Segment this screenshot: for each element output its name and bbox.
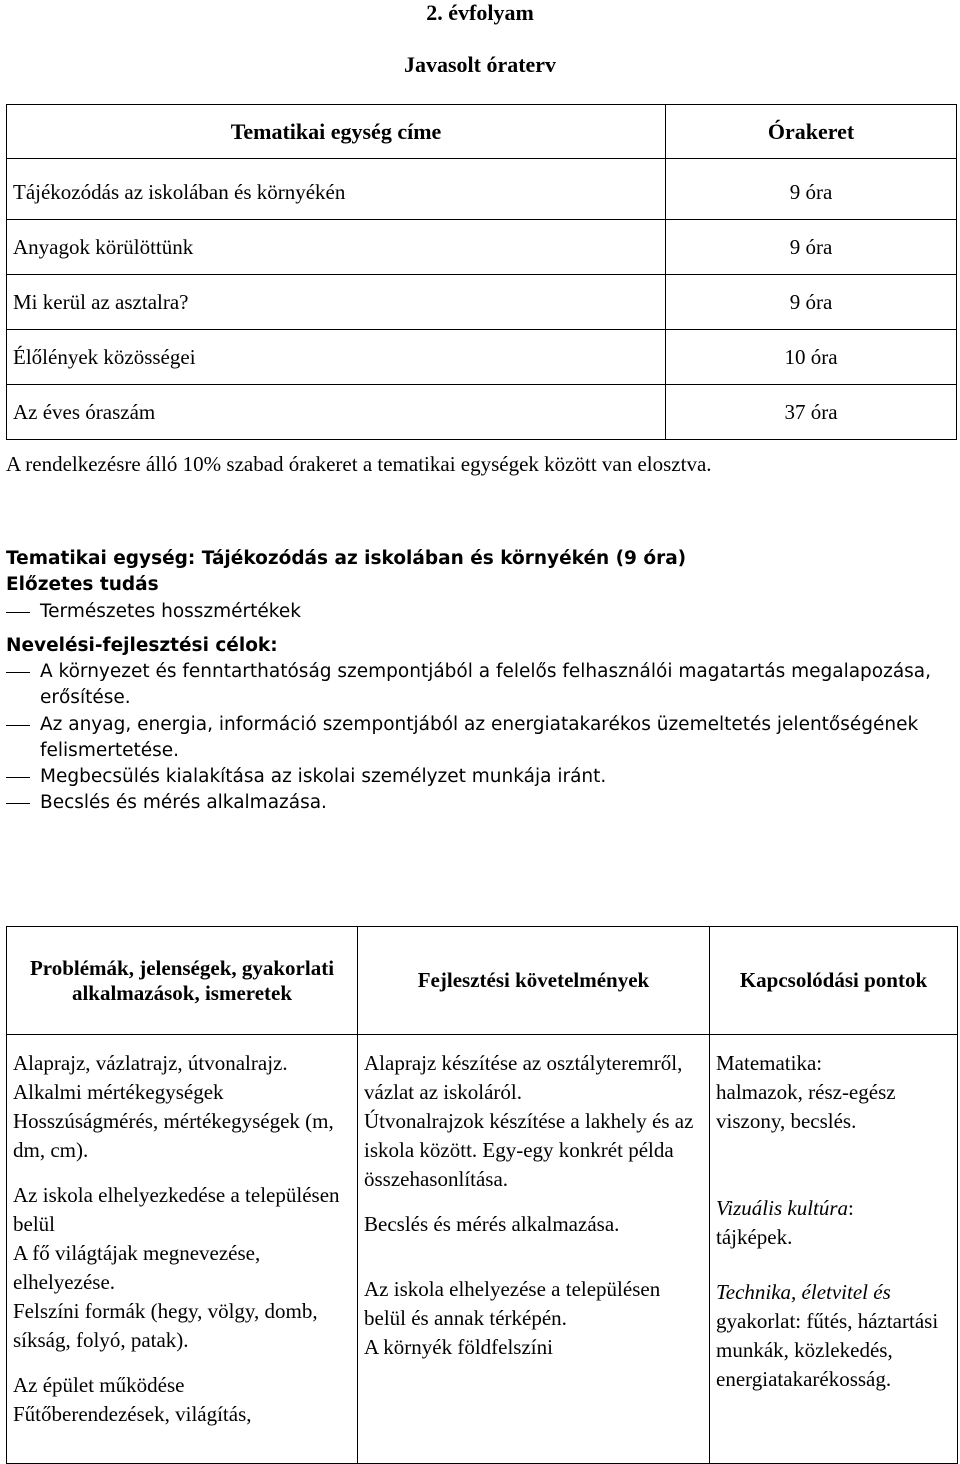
col-hours-header: Órakeret	[666, 105, 957, 159]
list-item-text: Természetes hosszmértékek	[40, 600, 301, 622]
allocation-note: A rendelkezésre álló 10% szabad órakeret a tematikai egységek között van elosztva.	[6, 452, 712, 476]
list-item-text: Megbecsülés kialakítása az iskolai személyzet munkája iránt.	[40, 766, 607, 788]
topic-cell: Tájékozódás az iskolában és környékén	[7, 159, 666, 220]
connections-cell	[710, 1035, 958, 1464]
col-problems-header: Problémák, jelenségek, gyakorlati alkalmazások, ismeretek	[7, 927, 358, 1035]
visual-label: Vizuális kultúra	[716, 1195, 849, 1220]
text-line: Becslés és mérés alkalmazása.	[364, 1211, 620, 1236]
hours-cell: 9 óra	[666, 220, 957, 275]
tech-text: gyakorlat: fűtés, háztartási munkák, közlekedés, energiatakarékosság.	[716, 1308, 939, 1391]
text-line: Alkalmi mértékegységek	[13, 1079, 224, 1104]
col-topic-header: Tematikai egység címe	[7, 105, 666, 159]
table-row	[7, 330, 957, 385]
text-line: Felszíni formák (hegy, völgy, domb, síkság, folyó, patak).	[13, 1298, 318, 1352]
topic-cell: Élőlények közösségei	[7, 330, 666, 385]
goals-table	[6, 926, 958, 1464]
plan-title: Javasolt óraterv	[403, 52, 557, 77]
text-line: Az iskola elhelyezkedése a településen belül	[13, 1182, 340, 1236]
goals-heading: Nevelési-fejlesztési célok:	[6, 634, 278, 656]
table-row	[7, 159, 957, 220]
col-requirements-header: Fejlesztési követelmények	[358, 927, 710, 1035]
hours-table-header	[7, 105, 957, 159]
text-line: A környék földfelszíni	[364, 1334, 553, 1359]
hours-cell: 9 óra	[666, 159, 957, 220]
list-item	[6, 712, 946, 765]
hours-cell: 37 óra	[666, 385, 957, 440]
table-row	[7, 1035, 958, 1464]
list-item	[6, 764, 946, 790]
list-item	[6, 790, 946, 816]
prior-knowledge-heading: Előzetes tudás	[6, 574, 159, 596]
list-item	[6, 599, 946, 625]
table-row	[7, 275, 957, 330]
col-connections-header: Kapcsolódási pontok	[710, 927, 958, 1035]
table-row	[7, 385, 957, 440]
text-line: Alaprajz, vázlatrajz, útvonalrajz.	[13, 1051, 288, 1075]
text-line: Útvonalrajzok készítése a lakhely és az iskola között. Egy-egy konkrét példa összehasonlítása.	[364, 1108, 694, 1191]
hours-cell: 9 óra	[666, 275, 957, 330]
requirements-cell	[358, 1035, 710, 1464]
list-item-text: Az anyag, energia, információ szempontjából az energiatakarékos üzemeltetés jelentőségének felismertetése.	[40, 713, 919, 761]
topic-cell: Anyagok körülöttünk	[7, 220, 666, 275]
list-item	[6, 659, 946, 712]
hours-cell: 10 óra	[666, 330, 957, 385]
topic-cell: Mi kerül az asztalra?	[7, 275, 666, 330]
math-text: halmazok, rész-egész viszony, becslés.	[716, 1079, 896, 1133]
visual-text: tájképek.	[716, 1224, 793, 1249]
unit-title: Tematikai egység: Tájékozódás az iskolában és környékén (9 óra)	[6, 548, 687, 569]
visual-line	[716, 1194, 951, 1223]
text-line: Fűtőberendezések, világítás,	[13, 1401, 252, 1426]
table-row	[7, 220, 957, 275]
list-item-text: A környezet és fenntarthatóság szempontjából a felelős felhasználói magatartás megalapozása, erősítése.	[40, 661, 932, 709]
text-line: Hosszúságmérés, mértékegységek (m, dm, cm).	[13, 1108, 334, 1162]
text-line: Az iskola elhelyezése a településen belül és annak térképén.	[364, 1276, 661, 1330]
text-line: Alaprajz készítése az osztályteremről, vázlat az iskoláról.	[364, 1051, 683, 1104]
grade-heading: 2. évfolyam	[426, 0, 534, 25]
list-item-text: Becslés és mérés alkalmazása.	[40, 792, 327, 814]
goals-table-header	[7, 927, 958, 1035]
math-label: Matematika:	[716, 1051, 823, 1075]
problems-cell	[7, 1035, 358, 1464]
unit-section	[6, 546, 946, 817]
visual-colon: :	[848, 1195, 854, 1220]
hours-table	[6, 104, 957, 440]
topic-cell: Az éves óraszám	[7, 385, 666, 440]
text-line: Az épület működése	[13, 1372, 185, 1397]
tech-label: Technika, életvitel és	[716, 1279, 891, 1304]
text-line: A fő világtájak megnevezése, elhelyezése.	[13, 1240, 261, 1294]
